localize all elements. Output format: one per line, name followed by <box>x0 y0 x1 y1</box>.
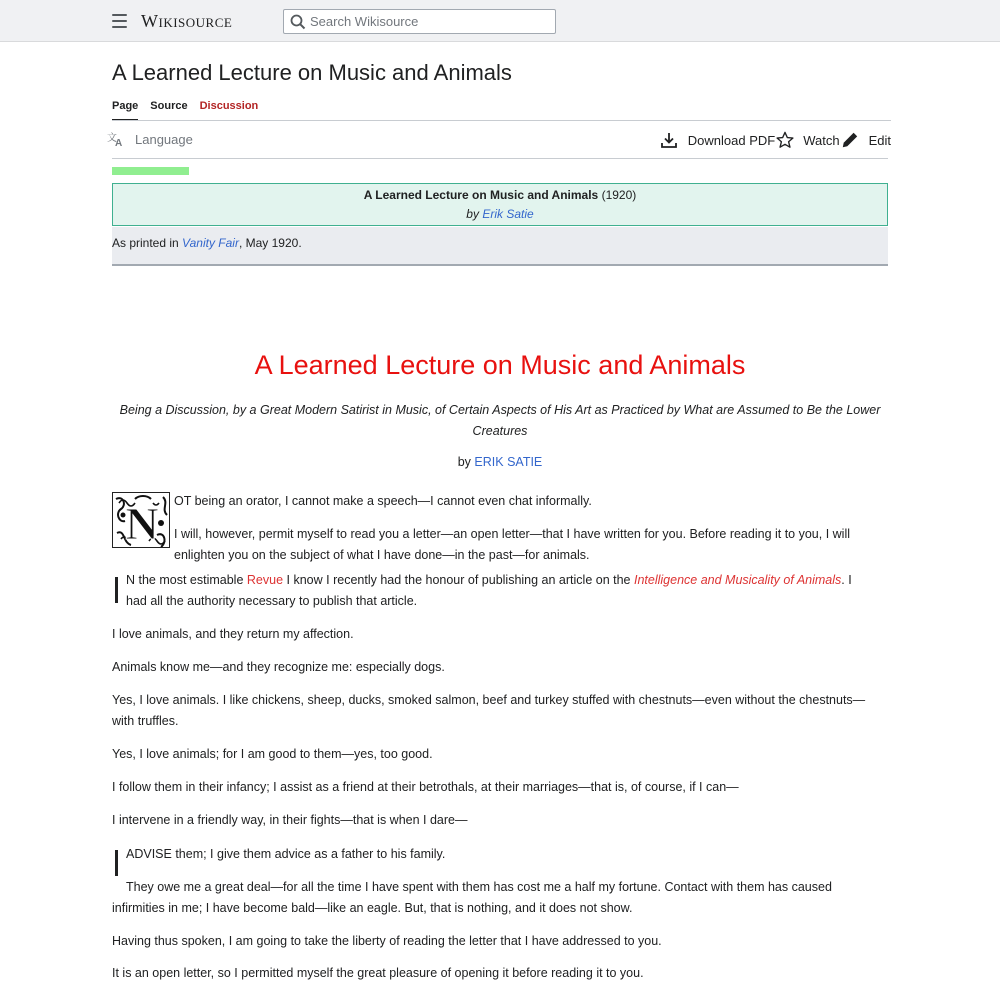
paragraph-3 <box>126 570 856 612</box>
p3-text-b: I know I recently had the honour of publishing an article on the <box>286 573 631 587</box>
header-title-line <box>113 188 887 202</box>
divider <box>112 158 888 159</box>
pencil-icon <box>841 131 859 149</box>
search-icon <box>290 14 306 30</box>
star-icon <box>776 131 794 149</box>
paragraph-2: I will, however, permit myself to read you a letter—an open letter—that I have written for you. Before reading it to you, I will enlighten you on the subject of what I have done—in the past—for animals. <box>174 527 851 562</box>
p3-text-a: N the most estimable <box>126 573 244 587</box>
article-byline <box>0 455 1000 469</box>
page-toolbar <box>107 128 891 152</box>
page-title: A Learned Lecture on Music and Animals <box>112 60 512 85</box>
tab-source[interactable]: Source <box>150 100 188 112</box>
tab-page[interactable]: Page <box>112 98 138 121</box>
article-title: A Learned Lecture on Music and Animals <box>254 350 746 380</box>
article-link[interactable]: Intelligence and Musicality of Animals <box>634 573 842 587</box>
paragraph-8: I follow them in their infancy; I assist as a friend at their betrothals, at their marriages—that is, of course, if I can— <box>112 780 739 794</box>
paragraph-7: Yes, I love animals; for I am good to them—yes, too good. <box>112 747 433 761</box>
header-by: by <box>466 207 479 221</box>
edit-button[interactable] <box>840 131 891 149</box>
paragraph-11: They owe me a great deal—for all the time I have spent with them has cost me a half my fortune. Contact with them has caused infirmities in me; I have become bald—like an eagle. But, that is nothing, and it does not show. <box>112 880 832 915</box>
paragraph-13: It is an open letter, so I permitted myself the great pleasure of opening it before reading it to you. <box>112 966 644 980</box>
decorated-initial-image <box>112 492 170 548</box>
download-label: Download PDF <box>687 132 776 148</box>
proofread-progress-bar <box>112 167 189 175</box>
top-bar <box>0 0 1000 42</box>
byline-by: by <box>457 455 471 469</box>
paragraph-10: ADVISE them; I give them advice as a father to his family. <box>126 847 446 861</box>
edit-label: Edit <box>868 132 891 148</box>
watch-label: Watch <box>803 132 840 148</box>
page-actions <box>660 131 891 149</box>
ornamental-letter-icon <box>113 493 170 548</box>
search-input[interactable] <box>310 12 550 31</box>
dropcap-letter: N <box>125 498 159 548</box>
notes-prefix: As printed in <box>112 236 179 250</box>
header-author-line <box>113 207 887 221</box>
tab-discussion[interactable]: Discussion <box>199 100 259 112</box>
download-pdf-button[interactable] <box>660 131 775 149</box>
byline-author-link[interactable]: ERIK SATIE <box>474 455 543 469</box>
site-logo[interactable]: Wikisource <box>141 11 233 31</box>
language-button[interactable] <box>107 131 193 147</box>
publication-link[interactable]: Vanity Fair <box>182 236 239 250</box>
paragraph-9: I intervene in a friendly way, in their fights—that is when I dare— <box>112 813 468 827</box>
initial-letter-i <box>115 577 118 603</box>
p3-text-c: . I had all the authority necessary to publish that article. <box>126 573 852 608</box>
divider <box>112 120 891 121</box>
revue-link[interactable]: Revue <box>246 573 284 587</box>
translate-icon <box>107 131 125 147</box>
paragraph-6: Yes, I love animals. I like chickens, sheep, ducks, smoked salmon, beef and turkey stuffed with chestnuts—even without the chestnuts—with truffles. <box>112 693 866 728</box>
svg-text:A: A <box>115 138 123 147</box>
initial-letter-i <box>115 850 118 876</box>
work-header-box <box>112 183 888 226</box>
search-box[interactable] <box>283 9 556 34</box>
header-work-title: A Learned Lecture on Music and Animals <box>363 188 599 202</box>
svg-text:文: 文 <box>107 133 117 144</box>
language-label: Language <box>135 131 193 147</box>
page-tabs <box>112 98 258 121</box>
article-subtitle: Being a Discussion, by a Great Modern Satirist in Music, of Certain Aspects of His Art as Practiced by What are Assumed to Be the Lower Creatures <box>119 403 881 438</box>
paragraph-4: I love animals, and they return my affection. <box>112 627 354 641</box>
paragraph-5: Animals know me—and they recognize me: especially dogs. <box>112 660 445 674</box>
download-icon <box>660 131 680 149</box>
header-work-year: (1920) <box>601 188 637 202</box>
author-link[interactable]: Erik Satie <box>482 207 534 221</box>
notes-suffix: , May 1920. <box>238 236 302 250</box>
notes-box <box>112 227 888 266</box>
paragraph-12: Having thus spoken, I am going to take the liberty of reading the letter that I have addressed to you. <box>112 934 662 948</box>
paragraph-1: OT being an orator, I cannot make a speech—I cannot even chat informally. <box>174 494 592 508</box>
hamburger-menu-icon[interactable] <box>112 14 127 28</box>
watch-button[interactable] <box>775 131 839 149</box>
